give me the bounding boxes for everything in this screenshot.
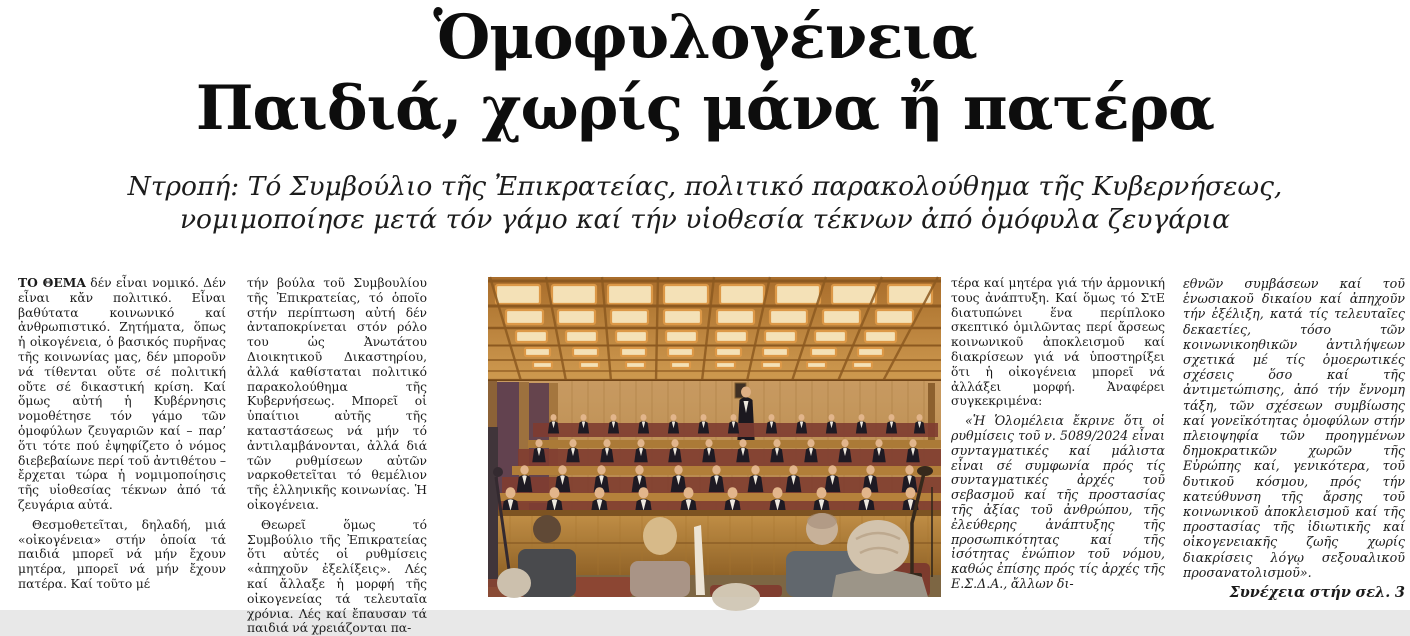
- lead-in: ΤΟ ΘΕΜΑ: [18, 275, 86, 290]
- paragraph: Θεωρεῖ ὅμως τό Συμβούλιο τῆς Ἐπικρατείας ὅτι αὐτές οἱ ρυθμίσεις «ἀπηχοῦν ἐξελίξεις». Λές καί ἄλλαξε ἡ μορφή τῆς οἰκογενείας τά τελευταῖα χρόνια. Λές καί ἔπαυσαν τά παιδιά νά χρειάζονται πα-: [247, 517, 427, 636]
- headline-line1: Ὁμοφυλογένεια: [433, 2, 977, 73]
- subheadline: [0, 170, 1410, 236]
- paragraph: τέρα καί μητέρα γιά τήν ἁρμονική τους ἀνάπτυξη. Καί ὅμως τό ΣτΕ διατυπώνει ἕνα περίπλοκο σκεπτικό ὁμιλῶντας περί ἄρσεως κοινωνικοῦ ἀποκλεισμοῦ καί διακρίσεων γιά νά ὑποστηρίξει ὅτι ἡ οἰκογένεια μπορεῖ νά ἀλλάξει μορφή. Ἀναφέρει συγκεκριμένα:: [951, 276, 1165, 409]
- courtroom-photo: [488, 277, 941, 597]
- quote-paragraph: «Ἡ Ὁλομέλεια ἔκρινε ὅτι οἱ ρυθμίσεις τοῦ ν. 5089/2024 εἶναι συνταγματικές καί μάλιστα εἶναι σέ συμφωνία πρός τίς συνταγματικές ἀρχές τοῦ σεβασμοῦ καί τῆς προστασίας τῆς ἀξίας τοῦ ἀνθρώπου, τῆς ἐλεύθερης ἀνάπτυξης τῆς προσωπικότητας καί τῆς ἰσότητας ἐνώπιον τοῦ νόμου, καθώς ἐπίσης πρός τίς ἀρχές τῆς Ε.Σ.Δ.Α., ἄλλων δι-: [951, 413, 1165, 591]
- body-column-1: [18, 276, 226, 592]
- paragraph: Θεσμοθετεῖται, δηλαδή, μιά «οἰκογένεια» στήν ὁποία τά παιδιά μπορεῖ νά μήν ἔχουν μητέρα, μπορεῖ νά μήν ἔχουν πατέρα. Καί τοῦτο μέ: [18, 517, 226, 591]
- body-column-2: [247, 276, 427, 636]
- article-header: [0, 2, 1410, 236]
- body-column-3: [951, 276, 1165, 592]
- paragraph: τήν βούλα τοῦ Συμβουλίου τῆς Ἐπικρατείας, τό ὁποῖο στήν περίπτωση αὐτή δέν ἀνταποκρίνεται στόν ρόλο του ὡς Ἀνωτάτου Διοικητικοῦ Δικαστηρίου, ἀλλά καθίσταται πολιτικό παρακολούθημα τῆς Κυβερνήσεως. Μπορεῖ οἱ ὑπαίτιοι αὐτῆς τῆς καταστάσεως νά μήν τό ἀντιλαμβάνονται, ἀλλά διά τῶν ρυθμίσεων αὐτῶν ναρκοθετεῖται τό θεμέλιον τῆς ἑλληνικῆς κοινωνίας. Ἡ οἰκογένεια.: [247, 276, 427, 512]
- quote-paragraph: εθνῶν συμβάσεων καί τοῦ ἑνωσιακοῦ δικαίου καί ἀπηχοῦν τήν ἐξέλιξη, κατά τίς τελευταῖες δεκαετίες, τόσο τῶν κοινωνικοηθικῶν ἀντιλήψεων σχετικά μέ τίς ὁμοερωτικές σχέσεις ὅσο καί τῆς ἀντιμετώπισης, ἀπό τήν ἔννομη τάξη, τῶν σχέσεων συμβίωσης καί γονεϊκότητας ὁμοφύλων στήν πλειοψηφία τῶν προηγμένων δημοκρατικῶν χωρῶν τῆς Εὐρώπης καί, γενικότερα, τοῦ δυτικοῦ κόσμου, πρός τήν κατεύθυνση τῆς ἄρσης τοῦ κοινωνικοῦ ἀποκλεισμοῦ καί τῆς προστασίας τῆς ἰδιωτικῆς καί οἰκογενειακῆς ζωῆς χωρίς διακρίσεις λόγῳ σεξουαλικοῦ προσανατολισμοῦ».: [1183, 276, 1405, 580]
- body-column-4: [1183, 276, 1405, 600]
- paragraph: ΤΟ ΘΕΜΑ δέν εἶναι νομικό. Δέν εἶναι κἄν πολιτικό. Εἶναι βαθύτατα κοινωνικό καί ἀνθρωπιστικό. Ζητήματα, ὅπως ἡ οἰκογένεια, ὁ βασικός πυρῆνας τῆς κοινωνίας μας, δέν μποροῦν νά τίθενται οὔτε σέ πολιτική οὔτε σέ δικαστική κρίση. Καί ὅμως αὐτή ἡ Κυβέρνησις νομοθέτησε τόν γάμο τῶν ὁμοφύλων ζευγαριῶν καί – παρ’ ὅτι τότε πού ἐψηφίζετο ὁ νόμος διεβεβαίωνε περί τοῦ ἀντιθέτου – ἔρχεται τώρα ἡ νομιμοποίησις τῆς υἱοθεσίας τέκνων ἀπό τά ζευγάρια αὐτά.: [18, 275, 226, 512]
- continuation-note: Συνέχεια στήν σελ. 3: [1229, 584, 1405, 602]
- subheadline-line1: Ντροπή: Τό Συμβούλιο τῆς Ἐπικρατείας, πολιτικό παρακολούθημα τῆς Κυβερνήσεως,: [127, 171, 1283, 202]
- subheadline-line2: νομιμοποίησε μετά τόν γάμο καί τήν υἱοθεσία τέκνων ἀπό ὁμόφυλα ζευγάρια: [179, 204, 1231, 235]
- headline-line2: Παιδιά, χωρίς μάνα ἤ πατέρα: [195, 73, 1215, 144]
